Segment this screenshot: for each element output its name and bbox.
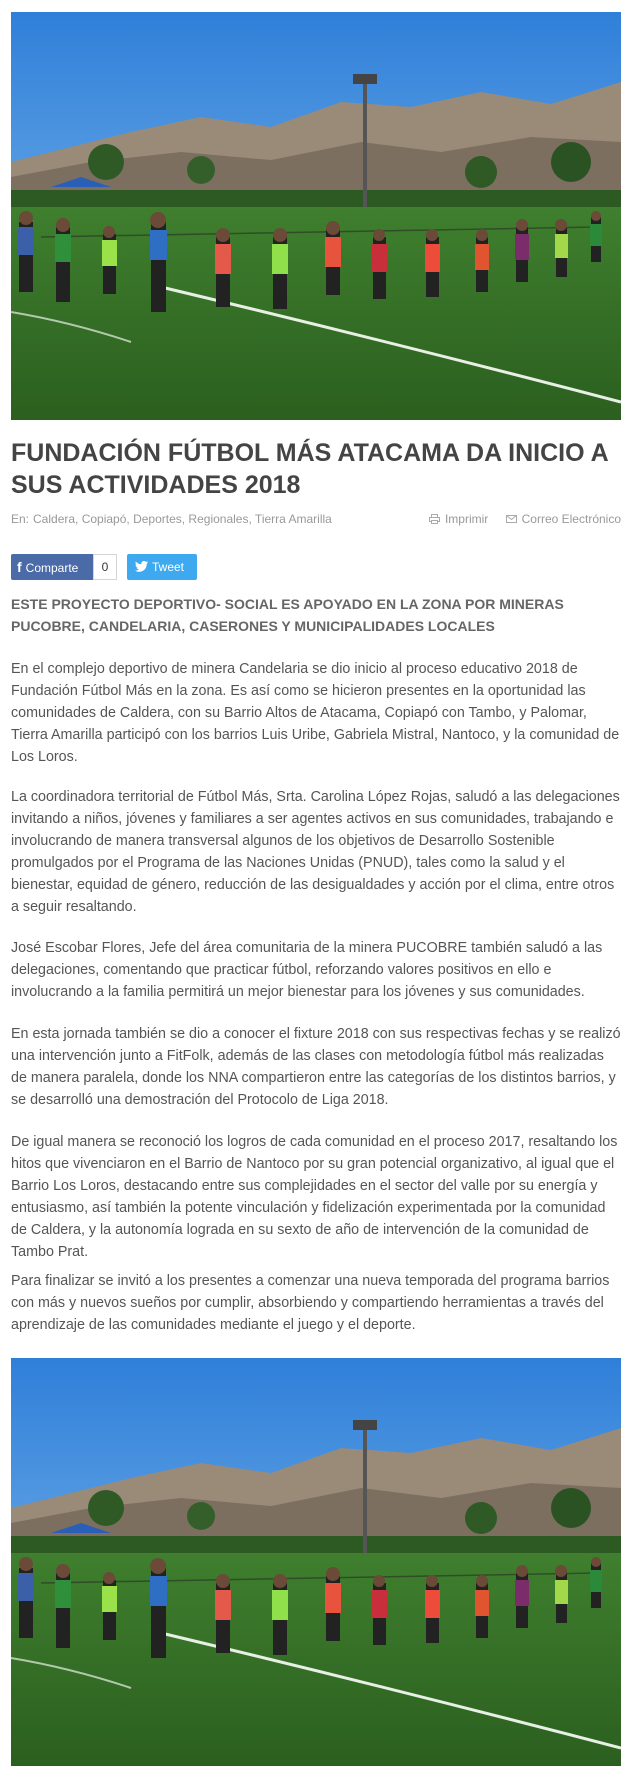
football-field-photo [11, 12, 621, 420]
article-meta [11, 512, 621, 530]
twitter-bird-icon [135, 561, 148, 572]
article-hero-image [11, 12, 621, 420]
facebook-share-count: 0 [93, 554, 117, 580]
print-link[interactable] [429, 512, 492, 526]
football-field-photo [11, 1358, 621, 1766]
facebook-share-button[interactable] [11, 554, 93, 580]
envelope-icon [506, 514, 517, 524]
article-paragraph: En esta jornada también se dio a conocer el fixture 2018 con sus respectivas fechas y se realizó una intervención junto a FitFolk, además de las clases con metodología fútbol más realizadas de manera paralela, donde los NNA compartieron entre las categorías de los distintos barrios, y se desarrolló una demostración del Protocolo de Liga 2018. [11, 1026, 621, 1108]
facebook-f-icon: f [17, 559, 22, 575]
article-actions [415, 512, 621, 526]
article-paragraph: En el complejo deportivo de minera Candelaria se dio inicio al proceso educativo 2018 de Fundación Fútbol Más en la zona. Es así como se hicieron presentes en la oportunidad las comunidades de Caldera, con su Barrio Altos de Atacama, Copiapó con Tambo, y Palomar, Tierra Amarilla participó con los barrios Luis Uribe, Gabriela Mistral, Nantoco, y la comunidad de Los Loros. [11, 661, 620, 765]
email-link[interactable] [506, 512, 621, 526]
printer-icon [429, 514, 440, 524]
category-prefix: En: [11, 512, 30, 526]
email-label: Correo Electrónico [521, 512, 621, 526]
article-title: FUNDACIÓN FÚTBOL MÁS ATACAMA DA INICIO A SUS ACTIVIDADES 2018 [11, 439, 608, 499]
facebook-share-label: Comparte [25, 561, 79, 575]
category-list [11, 512, 332, 526]
article-paragraph: De igual manera se reconoció los logros de cada comunidad en el proceso 2017, resaltando los hitos que vivenciaron en el Barrio de Nantoco por su gran potencial organizativo, al igual que el Barrio Los Loros, destacando entre sus complejidades en el sector del valle por su energía y entusiasmo, así también la potente vinculación y fidelización experimentada por la comunidad de Caldera, y la autonomía lograda en su sexto de año de intervención de la comunidad de Tambo Prat. [11, 1134, 618, 1260]
article-lead: ESTE PROYECTO DEPORTIVO- SOCIAL ES APOYADO EN LA ZONA POR MINERAS PUCOBRE, CANDELARIA, CASERONES Y MUNICIPALIDADES LOCALES [11, 596, 564, 634]
print-label: Imprimir [444, 512, 489, 526]
article-paragraph: La coordinadora territorial de Fútbol Más, Srta. Carolina López Rojas, saludó a las delegaciones invitando a niños, jóvenes y familiares a ser agentes activos en sus comunidades, trabajando e involucrando de manera transversal algunos de los objetivos de Desarrollo Sostenible promulgados por el Programa de las Naciones Unidas (PNUD), tales como la salud y el bienestar, equidad de género, reducción de las desigualdades y acción por el clima, entre otros a seguir resaltando. [11, 789, 620, 915]
article-paragraph: José Escobar Flores, Jefe del área comunitaria de la minera PUCOBRE también saludó a las delegaciones, comentando que practicar fútbol, reforzando valores positivos en ello e involucrando a la familia permitirá un mejor bienestar para los jóvenes y sus comunidades. [11, 940, 603, 1000]
article-bottom-image [11, 1358, 621, 1766]
twitter-tweet-button[interactable] [127, 554, 197, 580]
article-paragraph: Para finalizar se invitó a los presentes a comenzar una nueva temporada del programa barrios con más y nuevos sueños por cumplir, absorbiendo y compartiendo herramientas a través del aprendizaje de las comunidades mediante el juego y el deporte. [11, 1273, 610, 1333]
category-links[interactable]: Caldera, Copiapó, Deportes, Regionales, Tierra Amarilla [33, 512, 332, 526]
tweet-label: Tweet [152, 560, 185, 574]
